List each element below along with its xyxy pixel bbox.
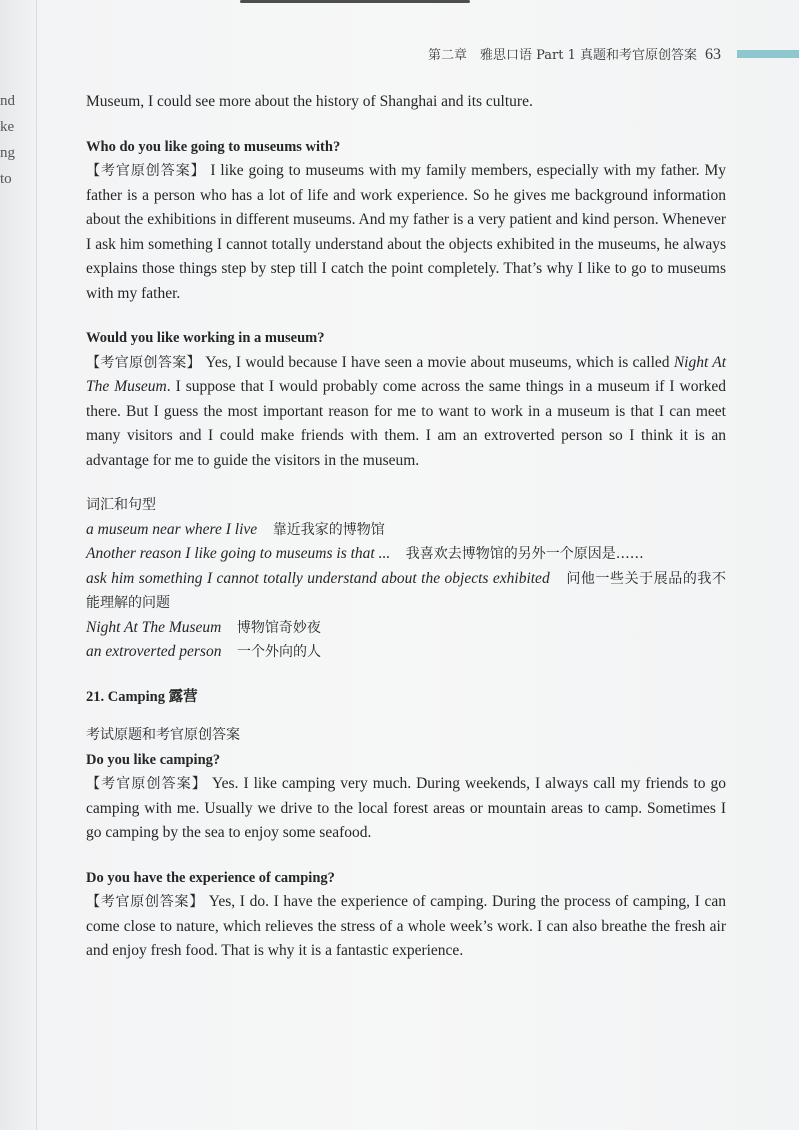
bleed-line: ng — [0, 145, 15, 161]
top-edge-shadow — [240, 0, 470, 3]
vocab-item: Another reason I like going to museums is that ... 我喜欢去博物馆的另外一个原因是…… — [86, 545, 644, 562]
answer-museum-companion — [86, 159, 726, 306]
answer-tag: 【考官原创答案】 — [86, 776, 208, 792]
page-spine — [36, 0, 37, 1130]
vocab-heading: 词汇和句型 — [86, 497, 156, 513]
answer-text: Yes, I do. I have the experience of camping. During the process of camping, I can come close to nature, which relieves the stress of a whole week’s work. I can also breathe the fresh air and enjoy fresh food. That is why it is a fantastic experience. — [86, 893, 726, 959]
intro-paragraph: Museum, I could see more about the history of Shanghai and its culture. — [86, 93, 533, 110]
answer-text: I like going to museums with my family members, especially with my father. My father is a person who has a lot of life and work experience. So he gives me background information about the exhibitions in different museums. And my father is a very patient and kind person. Whenever I ask him something I cannot totally understand about the objects exhibited in the museums, he always explains those things step by step till I catch the point completely. That’s why I like to go to museums with my father. — [86, 162, 726, 302]
question-like-camping: Do you like camping? — [86, 751, 221, 768]
answer-like-camping — [86, 772, 726, 846]
question-museum-work: Would you like working in a museum? — [86, 330, 325, 346]
page-content — [86, 90, 726, 964]
running-header — [428, 44, 721, 64]
section-title: 21. Camping 露营 — [86, 688, 198, 705]
question-camping-experience: Do you have the experience of camping? — [86, 869, 335, 886]
answer-camping-experience — [86, 890, 726, 964]
bleed-line: nd — [0, 93, 15, 109]
vocab-item: ask him something I cannot totally understand about the objects exhibited 问他一些关于展品的我不能理解的问题 — [86, 569, 726, 611]
answer-tag: 【考官原创答案】 — [86, 894, 205, 910]
section-subtitle: 考试原题和考官原创答案 — [86, 727, 240, 743]
chapter-title: 第二章 雅思口语 Part 1 真题和考官原创答案 — [427, 48, 697, 63]
vocab-item: a museum near where I live 靠近我家的博物馆 — [86, 520, 385, 538]
page-number: 63 — [705, 46, 721, 63]
vocab-item: Night At The Museum 博物馆奇妙夜 — [86, 618, 321, 636]
answer-tag: 【考官原创答案】 — [86, 163, 206, 179]
vocab-item: an extroverted person 一个外向的人 — [86, 643, 321, 660]
bleed-line: ke — [0, 119, 15, 135]
header-color-bar — [737, 50, 799, 58]
previous-page-bleed — [0, 88, 30, 192]
answer-text: Yes, I would because I have seen a movie about museums, which is called — [201, 353, 674, 371]
question-museum-companion: Who do you like going to museums with? — [86, 138, 341, 155]
answer-text: Yes. I like camping very much. During weekends, I always call my friends to go camping with me. Usually we drive to the local forest areas or mountain areas to camp. Sometimes I go camping by the sea to enjoy some seafood. — [86, 775, 727, 841]
answer-text: . I suppose that I would probably come across the same things in a museum if I worked there. But I guess the most important reason for me to want to work in a museum is that I can meet many visitors and I could make friends with them. I am an extroverted person so I think it is an advantage for me to guide the visitors in the museum. — [86, 378, 726, 469]
movie-title: Night At The Museum — [86, 353, 727, 395]
answer-tag: 【考官原创答案】 — [86, 354, 201, 371]
bleed-line: to — [0, 171, 12, 187]
answer-museum-work — [86, 351, 726, 474]
